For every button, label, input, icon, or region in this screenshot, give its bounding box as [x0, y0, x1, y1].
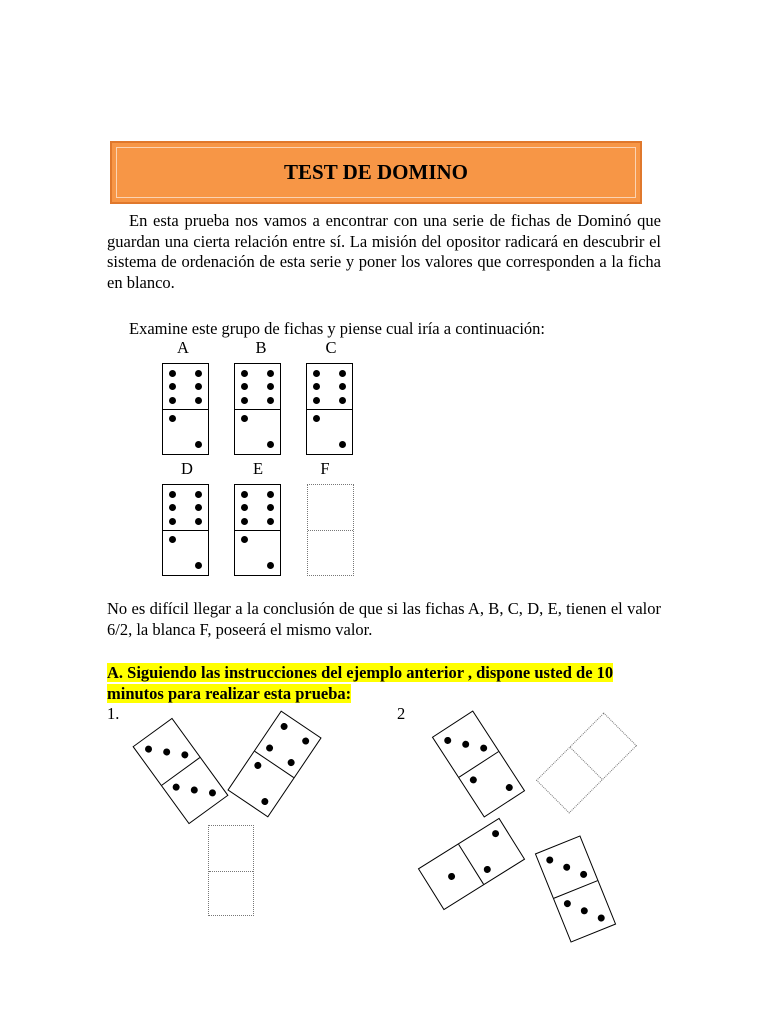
- q1-domino-1: [132, 718, 228, 824]
- domino-bottom-pip: [195, 562, 202, 569]
- q1-domino-2: [227, 711, 321, 818]
- domino-divider: [235, 530, 280, 531]
- domino-divider: [307, 409, 352, 410]
- domino-top-pip: [443, 736, 453, 746]
- q2-domino-4: [535, 835, 616, 942]
- question-1-label: 1.: [107, 704, 120, 723]
- domino-top-pip: [195, 397, 202, 404]
- domino-top-pip: [562, 863, 571, 872]
- domino-top-pip: [169, 518, 176, 525]
- tile-label-a: A: [177, 338, 189, 357]
- domino-top-half: [209, 826, 253, 871]
- domino-bottom-pip: [241, 415, 248, 422]
- domino-tile-f-blank[interactable]: [307, 484, 354, 576]
- domino-top-pip: [286, 758, 296, 768]
- domino-top-pip: [267, 518, 274, 525]
- domino-bottom-half: [209, 871, 253, 916]
- domino-top-pip: [339, 370, 346, 377]
- page-title: TEST DE DOMINO: [284, 160, 468, 184]
- domino-tile-d: [162, 484, 209, 576]
- domino-top-pip: [169, 370, 176, 377]
- domino-divider: [163, 409, 208, 410]
- tile-label-e: E: [252, 459, 264, 478]
- domino-top-pip: [265, 743, 275, 753]
- domino-bottom-pip: [189, 785, 199, 795]
- domino-bottom-pip: [169, 536, 176, 543]
- domino-bottom-pip: [597, 914, 606, 923]
- domino-top-half: [235, 364, 280, 409]
- domino-top-half: [235, 485, 280, 530]
- domino-top-pip: [195, 370, 202, 377]
- domino-bottom-half: [235, 409, 280, 454]
- domino-bottom-half: [163, 409, 208, 454]
- tile-label-c: C: [325, 338, 337, 357]
- domino-top-pip: [545, 855, 554, 864]
- domino-top-half: [163, 485, 208, 530]
- domino-bottom-pip: [171, 782, 181, 792]
- domino-bottom-pip: [253, 760, 263, 770]
- conclusion-paragraph: No es difícil llegar a la conclusión de que si las fichas A, B, C, D, E, tienen el valor 6/2, la blanca F, poseerá el mismo valor.: [107, 599, 661, 639]
- domino-top-pip: [579, 870, 588, 879]
- domino-divider: [209, 871, 253, 872]
- domino-tile-c: [306, 363, 353, 455]
- question-2-label: 2: [397, 704, 406, 723]
- domino-bottom-pip: [339, 441, 346, 448]
- example-prompt: Examine este grupo de fichas y piense cual iría a continuación:: [129, 319, 546, 338]
- domino-top-pip: [267, 504, 274, 511]
- domino-bottom-pip: [260, 797, 270, 807]
- tile-label-b: B: [255, 338, 267, 357]
- tile-label-d: D: [181, 459, 193, 478]
- q2-domino-blank[interactable]: [536, 712, 637, 813]
- domino-divider: [308, 530, 353, 531]
- title-banner: [110, 141, 642, 204]
- domino-top-pip: [313, 397, 320, 404]
- domino-bottom-half: [163, 530, 208, 575]
- domino-bottom-pip: [468, 775, 478, 785]
- domino-top-pip: [279, 721, 289, 731]
- domino-top-pip: [169, 491, 176, 498]
- domino-top-half: [307, 364, 352, 409]
- q2-domino-3: [418, 818, 525, 910]
- title-banner-inner: [116, 147, 636, 198]
- domino-tile-e: [234, 484, 281, 576]
- domino-top-pip: [461, 739, 471, 749]
- domino-top-pip: [479, 743, 489, 753]
- domino-top-pip: [241, 518, 248, 525]
- domino-top-pip: [180, 750, 190, 760]
- domino-top-pip: [339, 383, 346, 390]
- q2-domino-1: [432, 710, 525, 817]
- domino-bottom-pip: [267, 562, 274, 569]
- domino-bottom-half: [307, 409, 352, 454]
- domino-top-pip: [162, 747, 172, 757]
- domino-top-pip: [241, 370, 248, 377]
- domino-top-pip: [195, 491, 202, 498]
- domino-bottom-pip: [580, 906, 589, 915]
- domino-top-pip: [143, 744, 153, 754]
- tile-label-f: F: [320, 459, 330, 478]
- instruction-line-1: A. Siguiendo las instrucciones del ejemplo anterior , dispone usted de 10: [107, 663, 614, 682]
- domino-top-pip: [195, 383, 202, 390]
- q1-domino-blank[interactable]: [208, 825, 254, 916]
- domino-bottom-pip: [267, 441, 274, 448]
- instruction-line-2: minutos para realizar esta prueba:: [107, 684, 352, 703]
- domino-bottom-pip: [241, 536, 248, 543]
- domino-top-pip: [313, 383, 320, 390]
- domino-bottom-half: [235, 530, 280, 575]
- domino-bottom-half: [308, 530, 353, 575]
- domino-top-pip: [195, 518, 202, 525]
- instruction-block: [107, 662, 613, 704]
- domino-divider: [163, 530, 208, 531]
- domino-top-pip: [169, 504, 176, 511]
- domino-top-pip: [241, 491, 248, 498]
- domino-top-pip: [491, 829, 501, 839]
- domino-divider: [235, 409, 280, 410]
- domino-top-pip: [313, 370, 320, 377]
- domino-bottom-pip: [313, 415, 320, 422]
- domino-bottom-pip: [169, 415, 176, 422]
- domino-top-pip: [169, 397, 176, 404]
- domino-top-pip: [267, 383, 274, 390]
- domino-top-pip: [301, 736, 311, 746]
- domino-top-pip: [267, 370, 274, 377]
- domino-top-pip: [241, 397, 248, 404]
- domino-top-pip: [267, 491, 274, 498]
- domino-top-pip: [195, 504, 202, 511]
- intro-paragraph: En esta prueba nos vamos a encontrar con una serie de fichas de Dominó que guardan una cierta relación entre sí. La misión del opositor radicará en descubrir el sistema de ordenación de esta serie y poner los valores que corresponden a la ficha en blanco.: [107, 211, 661, 292]
- domino-top-pip: [241, 383, 248, 390]
- domino-bottom-pip: [447, 872, 457, 882]
- domino-tile-a: [162, 363, 209, 455]
- domino-top-pip: [267, 397, 274, 404]
- domino-bottom-pip: [195, 441, 202, 448]
- domino-top-pip: [169, 383, 176, 390]
- domino-top-pip: [482, 865, 492, 875]
- domino-top-half: [308, 485, 353, 530]
- domino-bottom-pip: [505, 783, 515, 793]
- domino-top-pip: [339, 397, 346, 404]
- domino-bottom-pip: [208, 788, 218, 798]
- domino-top-pip: [241, 504, 248, 511]
- domino-top-half: [163, 364, 208, 409]
- domino-bottom-pip: [563, 899, 572, 908]
- domino-tile-b: [234, 363, 281, 455]
